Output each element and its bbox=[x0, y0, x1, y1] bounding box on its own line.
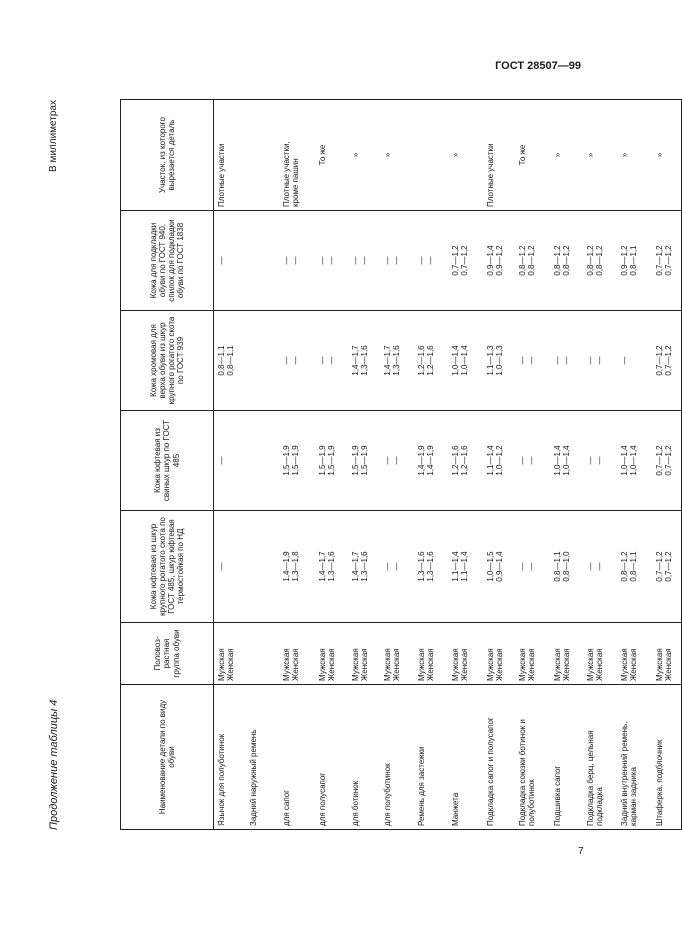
cell-chrome bbox=[246, 311, 279, 411]
cell-lining bbox=[214, 211, 246, 311]
cell-text: — bbox=[585, 562, 595, 571]
cell-text: 0,7—1,2 bbox=[450, 245, 460, 276]
cell-area bbox=[515, 100, 550, 211]
cell-text: 1,0—1,2 bbox=[494, 445, 504, 476]
cell-yuft-pig bbox=[652, 411, 682, 511]
cell-text: 0,8—1,1 bbox=[217, 345, 226, 376]
cell-part-name bbox=[246, 685, 279, 830]
cell-text: — bbox=[517, 356, 527, 365]
cell-text: — bbox=[382, 562, 392, 571]
cell-text: 0,8—1,1 bbox=[552, 551, 562, 582]
cell-part-name bbox=[515, 685, 550, 830]
cell-text: Мужская bbox=[585, 648, 595, 681]
cell-yuft-cattle bbox=[279, 511, 315, 623]
cell-text: — bbox=[217, 456, 226, 465]
cell-yuft-pig bbox=[414, 411, 448, 511]
cell-text: 1,3—1,6 bbox=[416, 551, 426, 582]
cell-yuft-cattle bbox=[652, 511, 682, 623]
table-row bbox=[214, 100, 246, 830]
cell-yuft-pig bbox=[348, 411, 380, 511]
cell-area bbox=[380, 100, 414, 211]
cell-text: 0,8—1,2 bbox=[619, 551, 629, 582]
cell-text: — bbox=[594, 562, 604, 571]
cell-text: — bbox=[391, 562, 401, 571]
cell-area bbox=[550, 100, 583, 211]
cell-text: 0,8—1,2 bbox=[552, 245, 562, 276]
cell-text: 1,3—1,6 bbox=[326, 551, 336, 582]
cell-lining bbox=[652, 211, 682, 311]
cell-text: 0,7—1,2 bbox=[663, 551, 673, 582]
col-header-yuft-pig: Кожа юфтевая из свиных шкур по ГОСТ 485 bbox=[121, 411, 214, 511]
cell-text: Мужская bbox=[619, 648, 629, 681]
table-row bbox=[448, 100, 483, 830]
cell-yuft-cattle bbox=[315, 511, 348, 623]
cell-text: Подкладка берц, цельная bbox=[585, 730, 595, 826]
cell-text: — bbox=[526, 356, 536, 365]
cell-text: — bbox=[416, 256, 426, 265]
table-header-row bbox=[121, 100, 214, 830]
cell-text: — bbox=[217, 562, 226, 571]
cell-yuft-pig bbox=[246, 411, 279, 511]
cell-text: » bbox=[382, 152, 392, 158]
cell-text: Женская bbox=[594, 648, 604, 681]
cell-text: — bbox=[326, 356, 336, 365]
cell-text: Мужская bbox=[654, 648, 664, 681]
cell-lining bbox=[583, 211, 617, 311]
cell-yuft-pig bbox=[550, 411, 583, 511]
cell-text: 0,7—1,2 bbox=[654, 245, 664, 276]
cell-yuft-pig bbox=[583, 411, 617, 511]
cell-text: подкладка bbox=[594, 787, 604, 826]
cell-area bbox=[617, 100, 652, 211]
cell-text: 1,4—1,9 bbox=[425, 445, 435, 476]
table-row bbox=[550, 100, 583, 830]
cell-yuft-pig bbox=[315, 411, 348, 511]
cell-text: — bbox=[594, 356, 604, 365]
cell-text: 1,3—1,6 bbox=[425, 551, 435, 582]
table-row bbox=[380, 100, 414, 830]
cell-yuft-pig bbox=[279, 411, 315, 511]
cell-yuft-pig bbox=[380, 411, 414, 511]
cell-text: Женская bbox=[561, 648, 571, 681]
cell-text: 0,8—1,2 bbox=[561, 245, 571, 276]
cell-yuft-cattle bbox=[483, 511, 515, 623]
cell-yuft-pig bbox=[214, 411, 246, 511]
cell-part-name bbox=[214, 685, 246, 830]
cell-age-group bbox=[583, 623, 617, 685]
cell-text: Штаферка, подблочник bbox=[654, 739, 664, 826]
cell-text: Женская bbox=[290, 648, 300, 681]
cell-part-name bbox=[652, 685, 682, 830]
cell-text: Женская bbox=[326, 648, 336, 681]
cell-chrome bbox=[315, 311, 348, 411]
cell-text: 1,5—1,9 bbox=[281, 445, 291, 476]
cell-text: 0,7—1,2 bbox=[654, 345, 664, 376]
cell-lining bbox=[515, 211, 550, 311]
cell-text: » bbox=[619, 152, 629, 158]
cell-text: 1,1—1,4 bbox=[450, 551, 460, 582]
cell-text: кроме пашин bbox=[290, 158, 300, 207]
cell-text: 0,9—1,2 bbox=[494, 245, 504, 276]
cell-text: 1,1—1,3 bbox=[485, 345, 495, 376]
cell-text: — bbox=[217, 256, 226, 265]
cell-age-group bbox=[550, 623, 583, 685]
col-header-part-name: Наименование детали по виду обуви bbox=[121, 685, 214, 830]
table-row bbox=[246, 100, 279, 830]
table-row bbox=[315, 100, 348, 830]
cell-yuft-cattle bbox=[214, 511, 246, 623]
cell-text: 1,0—1,4 bbox=[552, 445, 562, 476]
cell-text: Мужская bbox=[217, 648, 226, 681]
cell-text: 0,8—1,1 bbox=[628, 245, 638, 276]
cell-area bbox=[448, 100, 483, 211]
cell-age-group bbox=[617, 623, 652, 685]
cell-yuft-cattle bbox=[414, 511, 448, 623]
cell-text: Мужская bbox=[485, 648, 495, 681]
cell-text: » bbox=[450, 152, 460, 158]
cell-age-group bbox=[348, 623, 380, 685]
cell-text: 1,3—1,6 bbox=[391, 345, 401, 376]
cell-chrome bbox=[279, 311, 315, 411]
cell-chrome bbox=[380, 311, 414, 411]
cell-text: 1,1—1,4 bbox=[459, 551, 469, 582]
cell-text: Язычок для полуботинок bbox=[217, 733, 226, 826]
cell-text: Женская bbox=[628, 648, 638, 681]
cell-text: — bbox=[391, 456, 401, 465]
table-row bbox=[652, 100, 682, 830]
cell-lining bbox=[279, 211, 315, 311]
cell-text: То же bbox=[517, 144, 527, 166]
cell-text: для полуботинок bbox=[382, 763, 392, 826]
cell-age-group bbox=[279, 623, 315, 685]
cell-text: — bbox=[561, 356, 571, 365]
cell-text: — bbox=[526, 562, 536, 571]
cell-text: 1,0—1,4 bbox=[619, 445, 629, 476]
cell-text: 0,7—1,2 bbox=[663, 345, 673, 376]
cell-text: — bbox=[281, 256, 291, 265]
cell-text: 1,0—1,3 bbox=[494, 345, 504, 376]
cell-text: » bbox=[654, 152, 664, 158]
col-header-area: Участок, из которого вырезается деталь bbox=[121, 100, 214, 211]
cell-part-name bbox=[348, 685, 380, 830]
cell-yuft-cattle bbox=[617, 511, 652, 623]
cell-text: 1,3—1,6 bbox=[359, 345, 369, 376]
cell-chrome bbox=[348, 311, 380, 411]
cell-text: Женская bbox=[226, 648, 236, 681]
cell-yuft-cattle bbox=[380, 511, 414, 623]
table-row bbox=[583, 100, 617, 830]
cell-lining bbox=[550, 211, 583, 311]
cell-chrome bbox=[515, 311, 550, 411]
cell-text: 1,5—1,9 bbox=[326, 445, 336, 476]
cell-part-name bbox=[448, 685, 483, 830]
cell-text: 0,7—1,2 bbox=[654, 551, 664, 582]
cell-text: » bbox=[552, 152, 562, 158]
cell-part-name bbox=[617, 685, 652, 830]
cell-part-name bbox=[583, 685, 617, 830]
cell-text: 1,5—1,9 bbox=[290, 445, 300, 476]
cell-text: Подкладка союзки ботинок и bbox=[517, 719, 527, 826]
cell-yuft-cattle bbox=[550, 511, 583, 623]
cell-text: 0,8—1,2 bbox=[585, 245, 595, 276]
cell-yuft-pig bbox=[448, 411, 483, 511]
cell-text: 0,7—1,2 bbox=[654, 445, 664, 476]
cell-lining bbox=[448, 211, 483, 311]
cell-text: 0,8—1,2 bbox=[526, 245, 536, 276]
cell-text: для сапог bbox=[281, 789, 291, 826]
cell-text: полуботинок bbox=[526, 779, 536, 826]
cell-text: 1,0—1,4 bbox=[459, 345, 469, 376]
cell-text: Подшивка сапог bbox=[552, 765, 562, 826]
cell-text: 1,5—1,9 bbox=[359, 445, 369, 476]
cell-text: Женская bbox=[425, 648, 435, 681]
cell-text: — bbox=[290, 356, 300, 365]
cell-age-group bbox=[483, 623, 515, 685]
table-row bbox=[617, 100, 652, 830]
cell-chrome bbox=[214, 311, 246, 411]
cell-lining bbox=[348, 211, 380, 311]
cell-yuft-cattle bbox=[448, 511, 483, 623]
cell-text: — bbox=[326, 256, 336, 265]
col-header-chrome: Кожа хромовая для верха обуви из шкур крупного рогатого скота по ГОСТ 939 bbox=[121, 311, 214, 411]
table-row bbox=[515, 100, 550, 830]
cell-text: 0,8—1,0 bbox=[561, 551, 571, 582]
cell-text: 0,7—1,2 bbox=[663, 445, 673, 476]
cell-text: — bbox=[391, 256, 401, 265]
cell-part-name bbox=[414, 685, 448, 830]
cell-text: 1,4—1,9 bbox=[281, 551, 291, 582]
cell-text: 0,8—1,1 bbox=[226, 345, 236, 376]
cell-text: — bbox=[517, 562, 527, 571]
cell-text: 0,9—1,4 bbox=[494, 551, 504, 582]
cell-text: Мужская bbox=[281, 648, 291, 681]
cell-yuft-pig bbox=[515, 411, 550, 511]
cell-text: 0,7—1,2 bbox=[459, 245, 469, 276]
cell-area bbox=[246, 100, 279, 211]
cell-text: 1,2—1,6 bbox=[450, 445, 460, 476]
cell-text: 1,3—1,6 bbox=[359, 551, 369, 582]
cell-text: — bbox=[350, 256, 360, 265]
cell-text: 1,0—1,4 bbox=[450, 345, 460, 376]
cell-text: — bbox=[359, 256, 369, 265]
table-caption: Продолжение таблицы 4 bbox=[48, 699, 60, 830]
cell-text: Задний внутренний ремень, bbox=[619, 721, 629, 826]
cell-text: — bbox=[585, 356, 595, 365]
cell-text: Женская bbox=[526, 648, 536, 681]
cell-text: » bbox=[350, 152, 360, 158]
cell-age-group bbox=[515, 623, 550, 685]
cell-chrome bbox=[617, 311, 652, 411]
cell-lining bbox=[617, 211, 652, 311]
cell-text: 0,8—1,2 bbox=[517, 245, 527, 276]
cell-text: Мужская bbox=[517, 648, 527, 681]
cell-age-group bbox=[315, 623, 348, 685]
cell-text: — bbox=[425, 256, 435, 265]
cell-text: Ремень для застежки bbox=[416, 746, 426, 826]
cell-chrome bbox=[583, 311, 617, 411]
cell-chrome bbox=[483, 311, 515, 411]
cell-area bbox=[583, 100, 617, 211]
cell-area bbox=[348, 100, 380, 211]
cell-lining bbox=[315, 211, 348, 311]
cell-text: 0,8—1,2 bbox=[594, 245, 604, 276]
cell-part-name bbox=[550, 685, 583, 830]
cell-text: 1,5—1,9 bbox=[350, 445, 360, 476]
cell-yuft-cattle bbox=[583, 511, 617, 623]
cell-text: Манжета bbox=[450, 792, 460, 826]
cell-part-name bbox=[315, 685, 348, 830]
thickness-table bbox=[120, 99, 682, 830]
cell-age-group bbox=[448, 623, 483, 685]
table-row bbox=[348, 100, 380, 830]
cell-text: — bbox=[290, 256, 300, 265]
cell-text: — bbox=[619, 356, 629, 365]
units-note: В миллиметрах bbox=[48, 100, 59, 172]
cell-text: — bbox=[281, 356, 291, 365]
cell-text: Мужская bbox=[416, 648, 426, 681]
cell-area bbox=[652, 100, 682, 211]
cell-text: Женская bbox=[359, 648, 369, 681]
cell-text: Женская bbox=[494, 648, 504, 681]
cell-text: 1,4—1,7 bbox=[350, 551, 360, 582]
cell-area bbox=[315, 100, 348, 211]
cell-part-name bbox=[380, 685, 414, 830]
cell-text: 1,0—1,5 bbox=[485, 551, 495, 582]
cell-chrome bbox=[550, 311, 583, 411]
cell-age-group bbox=[214, 623, 246, 685]
cell-text: 1,4—1,7 bbox=[350, 345, 360, 376]
cell-text: — bbox=[382, 456, 392, 465]
cell-age-group bbox=[652, 623, 682, 685]
cell-text: 1,2—1,6 bbox=[416, 345, 426, 376]
cell-yuft-cattle bbox=[246, 511, 279, 623]
cell-text: 1,5—1,9 bbox=[317, 445, 327, 476]
cell-text: 1,0—1,4 bbox=[561, 445, 571, 476]
cell-text: Подкладка сапог и полусапог bbox=[485, 717, 495, 826]
cell-text: 1,0—1,4 bbox=[628, 445, 638, 476]
cell-text: Плотные участки bbox=[485, 143, 495, 207]
cell-yuft-cattle bbox=[348, 511, 380, 623]
cell-area bbox=[279, 100, 315, 211]
cell-text: — bbox=[517, 456, 527, 465]
cell-text: 1,4—1,9 bbox=[416, 445, 426, 476]
cell-text: Мужская bbox=[382, 648, 392, 681]
cell-text: Задний наружный ремень bbox=[248, 729, 258, 826]
cell-text: карман задника bbox=[628, 767, 638, 826]
cell-text: — bbox=[594, 456, 604, 465]
cell-text: 1,2—1,6 bbox=[425, 345, 435, 376]
cell-lining bbox=[246, 211, 279, 311]
cell-text: 1,1—1,4 bbox=[485, 445, 495, 476]
cell-text: — bbox=[382, 256, 392, 265]
cell-text: 1,3—1,8 bbox=[290, 551, 300, 582]
table-row bbox=[279, 100, 315, 830]
cell-text: То же bbox=[317, 144, 327, 166]
cell-area bbox=[483, 100, 515, 211]
page-header: ГОСТ 28507—99 bbox=[495, 60, 581, 72]
cell-part-name bbox=[279, 685, 315, 830]
cell-yuft-pig bbox=[617, 411, 652, 511]
cell-text: — bbox=[552, 356, 562, 365]
cell-text: » bbox=[585, 152, 595, 158]
cell-text: 1,4—1,7 bbox=[382, 345, 392, 376]
cell-text: Женская bbox=[459, 648, 469, 681]
cell-age-group bbox=[380, 623, 414, 685]
cell-yuft-pig bbox=[483, 411, 515, 511]
cell-text: для полусапог bbox=[317, 772, 327, 826]
cell-text: 1,2—1,6 bbox=[459, 445, 469, 476]
cell-chrome bbox=[448, 311, 483, 411]
cell-text: 0,8—1,1 bbox=[628, 551, 638, 582]
cell-text: 0,9—1,4 bbox=[485, 245, 495, 276]
cell-chrome bbox=[652, 311, 682, 411]
page-number: 7 bbox=[578, 846, 584, 857]
cell-area bbox=[214, 100, 246, 211]
cell-text: — bbox=[317, 356, 327, 365]
cell-part-name bbox=[483, 685, 515, 830]
col-header-age-group: Половоз-растная группа обуви bbox=[121, 623, 214, 685]
cell-area bbox=[414, 100, 448, 211]
cell-text: — bbox=[526, 456, 536, 465]
cell-text: — bbox=[585, 456, 595, 465]
cell-text: Плотные участки bbox=[217, 143, 226, 207]
cell-text: 1,4—1,7 bbox=[317, 551, 327, 582]
cell-yuft-cattle bbox=[515, 511, 550, 623]
cell-text: Мужская bbox=[450, 648, 460, 681]
cell-lining bbox=[380, 211, 414, 311]
cell-lining bbox=[414, 211, 448, 311]
cell-text: Мужская bbox=[552, 648, 562, 681]
cell-text: — bbox=[317, 256, 327, 265]
cell-text: для ботинок bbox=[350, 780, 360, 826]
table-row bbox=[414, 100, 448, 830]
cell-chrome bbox=[414, 311, 448, 411]
cell-text: Мужская bbox=[350, 648, 360, 681]
rotated-table-block bbox=[48, 100, 673, 830]
col-header-yuft-cattle: Кожа юфтевая из шкур крупного рогатого скота по ГОСТ 485, шкур юфтевая термостойкая по НД bbox=[121, 511, 214, 623]
cell-text: Женская bbox=[391, 648, 401, 681]
cell-age-group bbox=[246, 623, 279, 685]
cell-text: Мужская bbox=[317, 648, 327, 681]
cell-text: 0,7—1,2 bbox=[663, 245, 673, 276]
cell-lining bbox=[483, 211, 515, 311]
cell-text: 0,9—1,2 bbox=[619, 245, 629, 276]
cell-text: Плотные участки, bbox=[281, 141, 291, 207]
cell-age-group bbox=[414, 623, 448, 685]
table-row bbox=[483, 100, 515, 830]
col-header-lining: Кожа для подкладки обуви по ГОСТ 940, спилок для подкладки обуви по ГОСТ 1838 bbox=[121, 211, 214, 311]
cell-text: Женская bbox=[663, 648, 673, 681]
